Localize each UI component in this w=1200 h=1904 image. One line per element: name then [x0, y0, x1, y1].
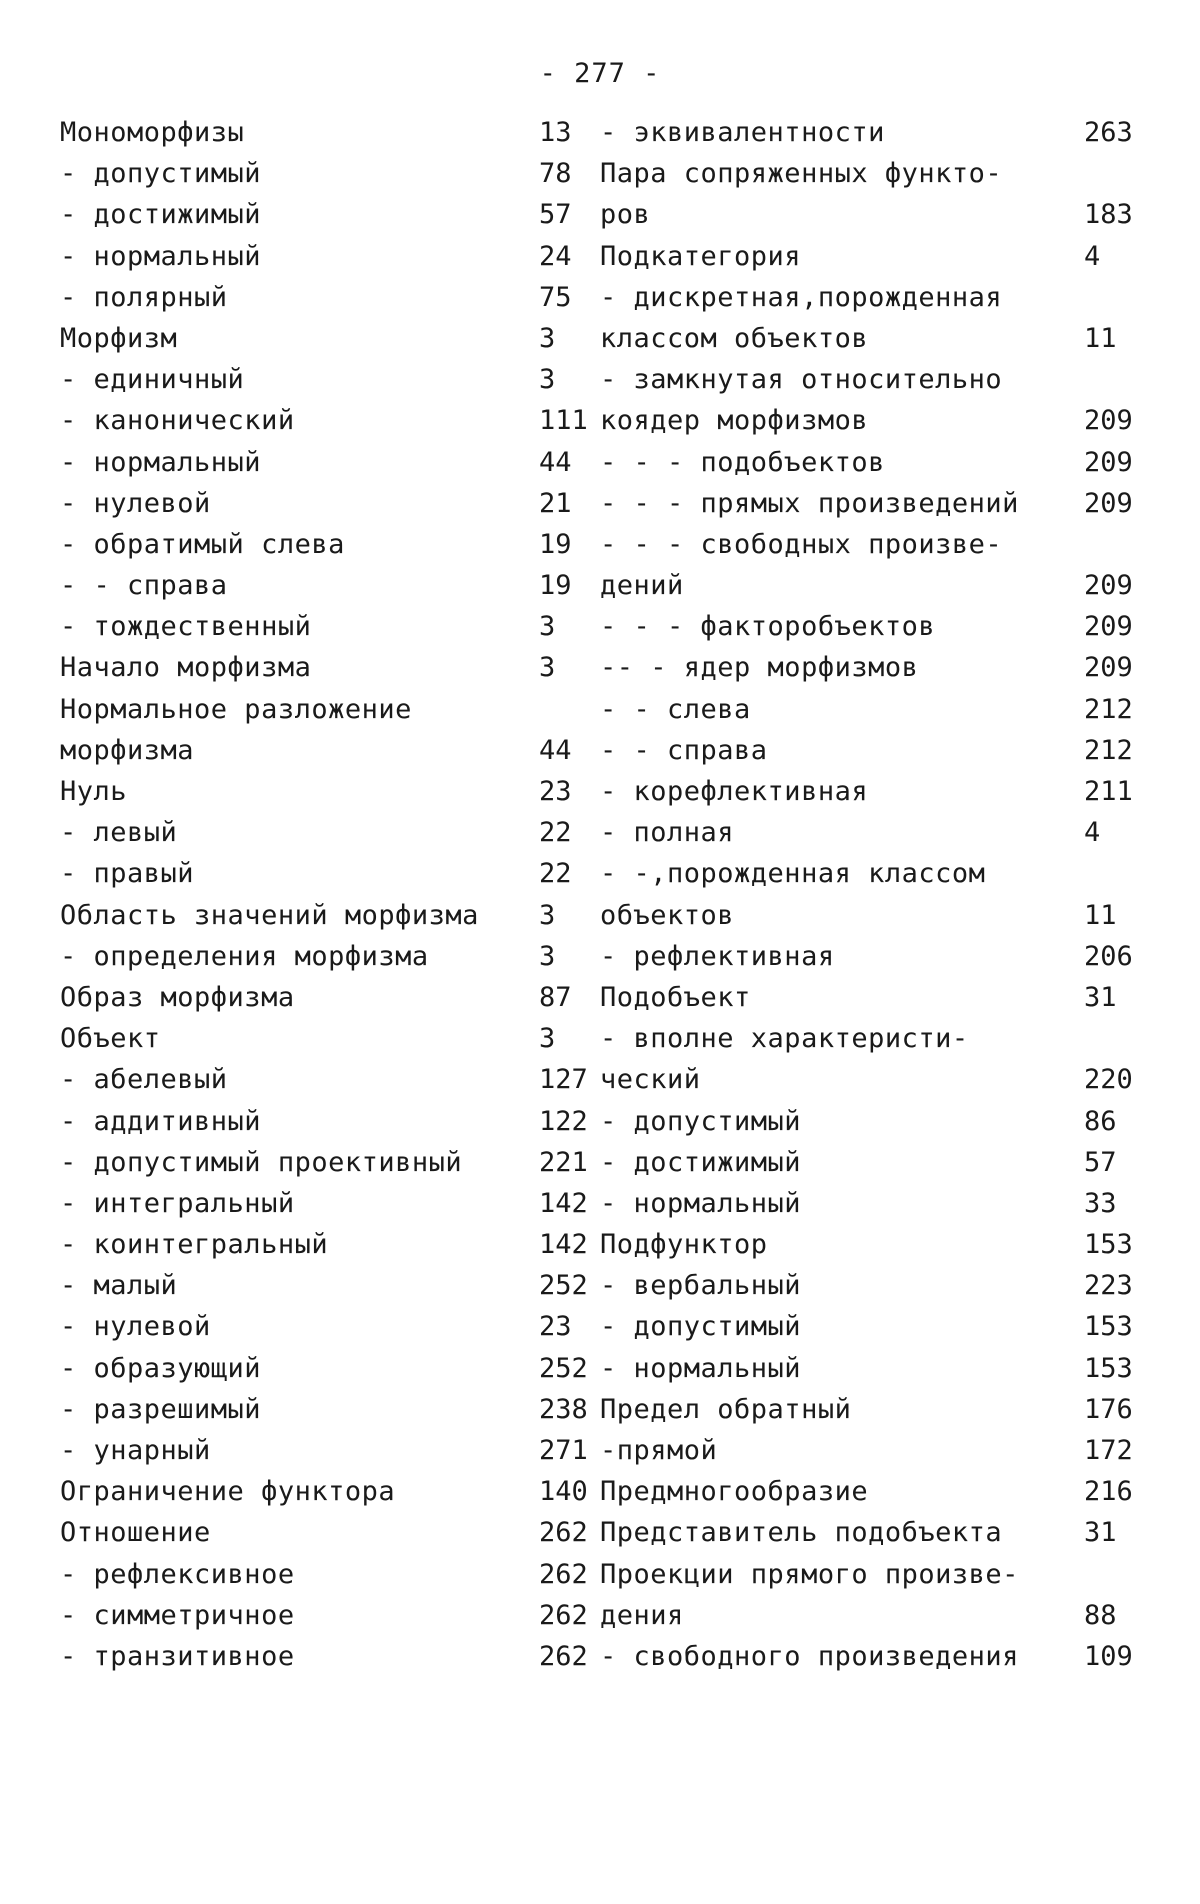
index-page-number: 23 [539, 1311, 572, 1343]
index-term: коядер морфизмов [600, 405, 869, 437]
index-entry [600, 359, 1160, 400]
index-page-number: 4 [1084, 240, 1101, 272]
index-entry [600, 1389, 1160, 1430]
index-page-number: 153 [1084, 1311, 1133, 1343]
index-page-number: 209 [1084, 652, 1133, 684]
index-entry [600, 895, 1160, 936]
index-entry [60, 1101, 605, 1142]
index-term: - - - факторобъектов [600, 611, 936, 643]
index-page-number: 22 [539, 817, 572, 849]
index-page-number: 183 [1084, 199, 1133, 231]
index-term: Подфунктор [600, 1229, 768, 1261]
index-page-number: 122 [539, 1105, 588, 1137]
index-page-number: 142 [539, 1229, 588, 1261]
index-term: - аддитивный [60, 1105, 262, 1137]
index-page-number: 13 [539, 117, 572, 148]
index-entry [60, 1389, 605, 1430]
index-term: - транзитивное [60, 1640, 295, 1672]
index-entry [600, 606, 1160, 647]
index-term: - рефлексивное [60, 1558, 295, 1590]
index-term: - - - подобъектов [600, 446, 885, 478]
index-entry [600, 853, 1160, 894]
index-entry [600, 1348, 1160, 1389]
index-page-number: 221 [539, 1146, 588, 1178]
index-page-number: 19 [539, 528, 572, 560]
index-term: - допустимый проективный [60, 1146, 463, 1178]
index-entry [600, 1554, 1160, 1595]
index-page-number: 223 [1084, 1270, 1133, 1302]
index-entry [60, 1224, 605, 1265]
index-entry [600, 1101, 1160, 1142]
index-entry [60, 853, 605, 894]
index-entry [60, 1595, 605, 1636]
index-page-number: 109 [1084, 1640, 1133, 1672]
index-page-number: 172 [1084, 1435, 1133, 1466]
index-entry [600, 442, 1160, 483]
index-entry [600, 936, 1160, 977]
index-term: - - - прямых произведений [600, 487, 1019, 519]
index-term: Предмногообразие [600, 1476, 869, 1508]
index-term: -- - ядер морфизмов [600, 652, 919, 684]
index-entry [60, 977, 605, 1018]
index-term: ческий [600, 1064, 701, 1096]
index-entry [60, 442, 605, 483]
index-page-number: 206 [1084, 940, 1133, 972]
index-page-number: 3 [539, 652, 556, 684]
index-term: Предел обратный [600, 1393, 852, 1425]
index-term: - нормальный [60, 240, 262, 272]
index-term: - дискретная,порожденная [600, 281, 1003, 313]
index-term: - нормальный [600, 1187, 802, 1219]
index-page-number: 31 [1084, 981, 1117, 1013]
index-entry [600, 524, 1160, 565]
index-term: - интегральный [60, 1187, 295, 1219]
index-column-left [60, 112, 605, 1677]
index-page-number: 86 [1084, 1105, 1117, 1137]
index-term: - -,порожденная классом [600, 858, 986, 890]
index-entry [600, 194, 1160, 235]
index-page-number: 262 [539, 1517, 588, 1549]
index-entry [600, 277, 1160, 318]
index-entry [600, 1512, 1160, 1553]
index-term: - допустимый [600, 1105, 802, 1137]
index-term: - канонический [60, 405, 295, 437]
index-page-number: 111 [539, 405, 588, 437]
index-page-number: 153 [1084, 1229, 1133, 1261]
index-entry [60, 1471, 605, 1512]
index-page-number: 212 [1084, 734, 1133, 766]
index-entry [600, 153, 1160, 194]
index-term: дения [600, 1599, 684, 1631]
index-entry [600, 812, 1160, 853]
index-entry [60, 1348, 605, 1389]
index-term: - достижимый [600, 1146, 802, 1178]
index-term: Ограничение функтора [60, 1476, 396, 1508]
index-page-number: 57 [1084, 1146, 1117, 1178]
index-entry [600, 977, 1160, 1018]
index-term: - свободного произведения [600, 1640, 1019, 1672]
index-entry [60, 1512, 605, 1553]
index-term: морфизма [60, 734, 195, 766]
index-term: - унарный [60, 1435, 211, 1466]
index-page-number: 127 [539, 1064, 588, 1096]
index-term: - единичный [60, 364, 245, 396]
index-page-number: 33 [1084, 1187, 1117, 1219]
index-term: - левый [60, 817, 178, 849]
index-page-number: 140 [539, 1476, 588, 1508]
index-page-number: 271 [539, 1435, 588, 1466]
index-page-number: 21 [539, 487, 572, 519]
index-column-right [600, 112, 1160, 1677]
index-term: Нормальное разложение [60, 693, 412, 725]
index-term: - разрешимый [60, 1393, 262, 1425]
index-entry [60, 1265, 605, 1306]
index-entry [60, 647, 605, 688]
index-term: Объект [60, 1023, 161, 1055]
index-entry [60, 936, 605, 977]
index-term: - правый [60, 858, 195, 890]
index-term: Подобъект [600, 981, 751, 1013]
index-term: ров [600, 199, 651, 231]
index-page-number: 216 [1084, 1476, 1133, 1508]
index-entry [60, 359, 605, 400]
index-entry [600, 1018, 1160, 1059]
index-term: - вполне характеристи- [600, 1023, 969, 1055]
index-entry [60, 565, 605, 606]
index-entry [600, 483, 1160, 524]
index-entry [60, 1636, 605, 1677]
index-entry [600, 771, 1160, 812]
index-page-number: 262 [539, 1599, 588, 1631]
index-term: - полярный [60, 281, 228, 313]
index-page-number: 209 [1084, 446, 1133, 478]
index-page-number: 88 [1084, 1599, 1117, 1631]
index-entry [60, 606, 605, 647]
index-entry [600, 112, 1160, 153]
index-page-number: 209 [1084, 570, 1133, 602]
index-entry [600, 1430, 1160, 1471]
index-entry [600, 1306, 1160, 1347]
index-page-number: 211 [1084, 776, 1133, 807]
index-page-number: 209 [1084, 487, 1133, 519]
index-entry [600, 1636, 1160, 1677]
index-page-number: 252 [539, 1270, 588, 1302]
index-entry [600, 730, 1160, 771]
index-term: - нормальный [60, 446, 262, 478]
index-page-number: 23 [539, 776, 572, 807]
index-entry [60, 483, 605, 524]
index-page-number: 3 [539, 1023, 556, 1055]
index-entry [60, 236, 605, 277]
index-page-number: 22 [539, 858, 572, 890]
index-term: - малый [60, 1270, 178, 1302]
index-entry [600, 565, 1160, 606]
index-entry [60, 812, 605, 853]
index-term: - рефлективная [600, 940, 835, 972]
index-term: Представитель подобъекта [600, 1517, 1003, 1549]
index-page-number: 11 [1084, 899, 1117, 931]
index-term: Образ морфизма [60, 981, 295, 1013]
index-entry [600, 1142, 1160, 1183]
index-entry [60, 1430, 605, 1471]
index-page-number: 3 [539, 364, 556, 396]
index-entry [600, 647, 1160, 688]
index-term: объектов [600, 899, 735, 931]
index-page-number: 19 [539, 570, 572, 602]
index-entry [60, 153, 605, 194]
index-page-number: 57 [539, 199, 572, 231]
index-term: - допустимый [600, 1311, 802, 1343]
index-page-number: 238 [539, 1393, 588, 1425]
index-entry [600, 1471, 1160, 1512]
index-term: - абелевый [60, 1064, 228, 1096]
index-term: Мономорфизы [60, 117, 245, 148]
index-term: - вербальный [600, 1270, 802, 1302]
index-page-number: 3 [539, 611, 556, 643]
index-page-number: 4 [1084, 817, 1101, 849]
index-page-number: 220 [1084, 1064, 1133, 1096]
index-term: Морфизм [60, 322, 178, 354]
index-entry [60, 689, 605, 730]
index-term: - нулевой [60, 487, 211, 519]
index-term: Подкатегория [600, 240, 802, 272]
index-entry [600, 1183, 1160, 1224]
index-page-number: 262 [539, 1640, 588, 1672]
index-entry [60, 277, 605, 318]
index-page-number: 176 [1084, 1393, 1133, 1425]
index-entry [600, 318, 1160, 359]
index-page-number: 209 [1084, 611, 1133, 643]
index-entry [60, 730, 605, 771]
index-term: - нулевой [60, 1311, 211, 1343]
index-page-number: 24 [539, 240, 572, 272]
index-page-number: 153 [1084, 1352, 1133, 1384]
index-entry [60, 1306, 605, 1347]
index-term: - тождественный [60, 611, 312, 643]
index-term: Начало морфизма [60, 652, 312, 684]
index-term: - определения морфизма [60, 940, 429, 972]
index-entry [60, 1142, 605, 1183]
index-page-number: 142 [539, 1187, 588, 1219]
index-page-number: 263 [1084, 117, 1133, 148]
index-entry [600, 1059, 1160, 1100]
index-term: Проекции прямого произве- [600, 1558, 1019, 1590]
index-entry [60, 1183, 605, 1224]
index-page-number: 252 [539, 1352, 588, 1384]
index-page-number: 44 [539, 446, 572, 478]
index-term: - образующий [60, 1352, 262, 1384]
index-term: - обратимый слева [60, 528, 345, 560]
index-entry [600, 689, 1160, 730]
index-entry [60, 771, 605, 812]
index-term: дений [600, 570, 684, 602]
index-page-number: 3 [539, 322, 556, 354]
index-term: -прямой [600, 1435, 718, 1466]
index-entry [600, 1595, 1160, 1636]
index-term: - - справа [60, 570, 228, 602]
index-term: - - справа [600, 734, 768, 766]
index-entry [600, 1224, 1160, 1265]
index-page-number: 209 [1084, 405, 1133, 437]
index-entry [60, 1059, 605, 1100]
index-page-number: 75 [539, 281, 572, 313]
index-page-number: 44 [539, 734, 572, 766]
index-page-number: 3 [539, 899, 556, 931]
index-page-number: 212 [1084, 693, 1133, 725]
index-term: - симметричное [60, 1599, 295, 1631]
index-page-number: 78 [539, 158, 572, 190]
index-term: - допустимый [60, 158, 262, 190]
index-page-number: 262 [539, 1558, 588, 1590]
index-entry [60, 194, 605, 235]
index-page-number: 87 [539, 981, 572, 1013]
index-entry [600, 1265, 1160, 1306]
index-term: - коинтегральный [60, 1229, 329, 1261]
index-term: - замкнутая относительно [600, 364, 1003, 396]
index-entry [60, 524, 605, 565]
index-term: - - слева [600, 693, 751, 725]
index-term: - эквивалентности [600, 117, 885, 148]
index-entry [60, 112, 605, 153]
index-term: Отношение [60, 1517, 211, 1549]
index-page-number: 11 [1084, 322, 1117, 354]
index-term: Область значений морфизма [60, 899, 479, 931]
index-entry [60, 400, 605, 441]
index-term: - полная [600, 817, 735, 849]
index-entry [60, 318, 605, 359]
index-term: Нуль [60, 776, 128, 807]
index-term: классом объектов [600, 322, 869, 354]
index-term: - - - свободных произве- [600, 528, 1003, 560]
index-term: - достижимый [60, 199, 262, 231]
index-term: - нормальный [600, 1352, 802, 1384]
index-term: - корефлективная [600, 776, 869, 807]
index-page-number: 31 [1084, 1517, 1117, 1549]
index-entry [600, 236, 1160, 277]
index-entry [60, 1018, 605, 1059]
index-term: Пара сопряженных функто- [600, 158, 1003, 190]
index-entry [60, 1554, 605, 1595]
page-number: - 277 - [539, 58, 661, 89]
index-entry [600, 400, 1160, 441]
index-entry [60, 895, 605, 936]
index-page-number: 3 [539, 940, 556, 972]
